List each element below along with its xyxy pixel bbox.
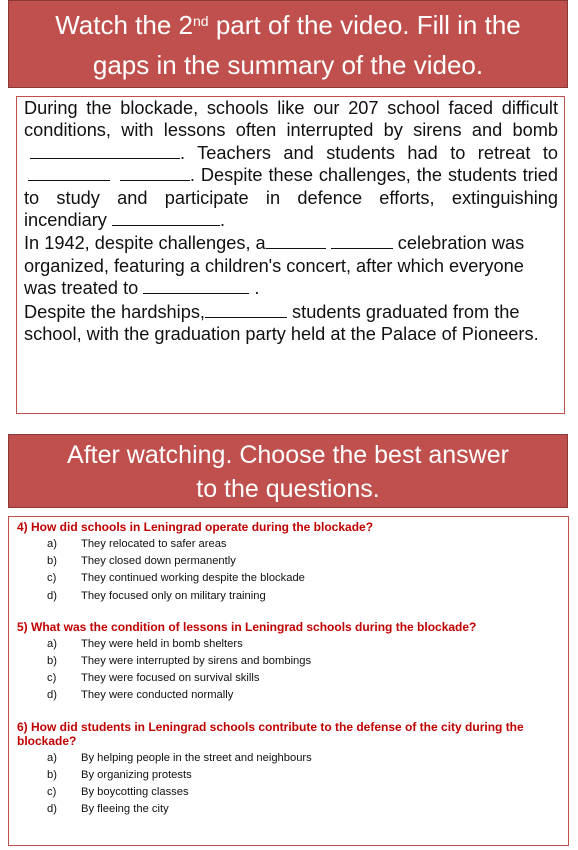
option-a[interactable]: a) They relocated to safer areas <box>47 538 227 550</box>
question-text: 4) How did schools in Leningrad operate during the blockade? <box>17 520 374 534</box>
gap-7[interactable] <box>143 278 249 294</box>
option-b[interactable]: b) They were interrupted by sirens and bombings <box>47 655 312 668</box>
option-b[interactable]: b) They closed down permanently <box>47 555 236 568</box>
question-5 <box>17 620 562 705</box>
option-c[interactable]: c) By boycotting classes <box>47 786 189 799</box>
gap-8[interactable] <box>205 302 287 318</box>
summary-box <box>16 96 565 414</box>
gap-2[interactable] <box>28 165 110 181</box>
gap-4[interactable] <box>112 210 220 226</box>
gap-6[interactable] <box>331 233 393 249</box>
quiz-box <box>8 516 569 846</box>
option-d[interactable]: d) They focused only on military training <box>47 589 266 602</box>
option-c[interactable]: c) They were focused on survival skills <box>47 672 260 685</box>
option-list <box>17 750 562 819</box>
summary-paragraph-2: In 1942, despite challenges, a celebration was organized, featuring a children's concert, after which everyone was treated to . <box>24 233 525 299</box>
gap-3[interactable] <box>120 165 190 181</box>
task1-banner <box>8 0 568 88</box>
task2-banner <box>8 434 568 508</box>
option-d[interactable]: d) By fleeing the city <box>47 803 169 816</box>
option-c[interactable]: c) They continued working despite the blockade <box>47 572 305 585</box>
option-b[interactable]: b) By organizing protests <box>47 768 192 781</box>
option-a[interactable]: a) They were held in bomb shelters <box>47 637 243 650</box>
task2-title-line2: to the questions. <box>196 475 380 503</box>
task2-title-line1: After watching. Choose the best answer <box>67 441 509 469</box>
option-d[interactable]: d) They were conducted normally <box>47 689 234 702</box>
summary-paragraph-3: Despite the hardships, students graduated from the school, with the graduation party held at the Palace of Pioneers. <box>24 301 539 345</box>
question-4 <box>17 520 562 605</box>
gap-5[interactable] <box>266 233 326 249</box>
summary-paragraph-1: During the blockade, schools like our 207 school faced difficult conditions, with lessons often interrupted by sirens and bomb . Teachers and students had to retreat to . Despite these challenges, the students tried to study and participate in defence efforts, extinguishing incendiary . <box>24 98 558 231</box>
question-6 <box>17 720 562 819</box>
question-text: 6) How did students in Leningrad schools contribute to the defense of the city during the blockade? <box>17 719 524 748</box>
gap-1[interactable] <box>30 143 180 159</box>
option-list <box>17 636 562 705</box>
task1-title-line1: Watch the 2nd part of the video. Fill in the <box>55 10 521 40</box>
task1-title-line2: gaps in the summary of the video. <box>92 50 484 80</box>
option-a[interactable]: a) By helping people in the street and neighbours <box>47 751 312 764</box>
option-list <box>17 536 562 605</box>
question-text: 5) What was the condition of lessons in Leningrad schools during the blockade? <box>17 619 477 634</box>
